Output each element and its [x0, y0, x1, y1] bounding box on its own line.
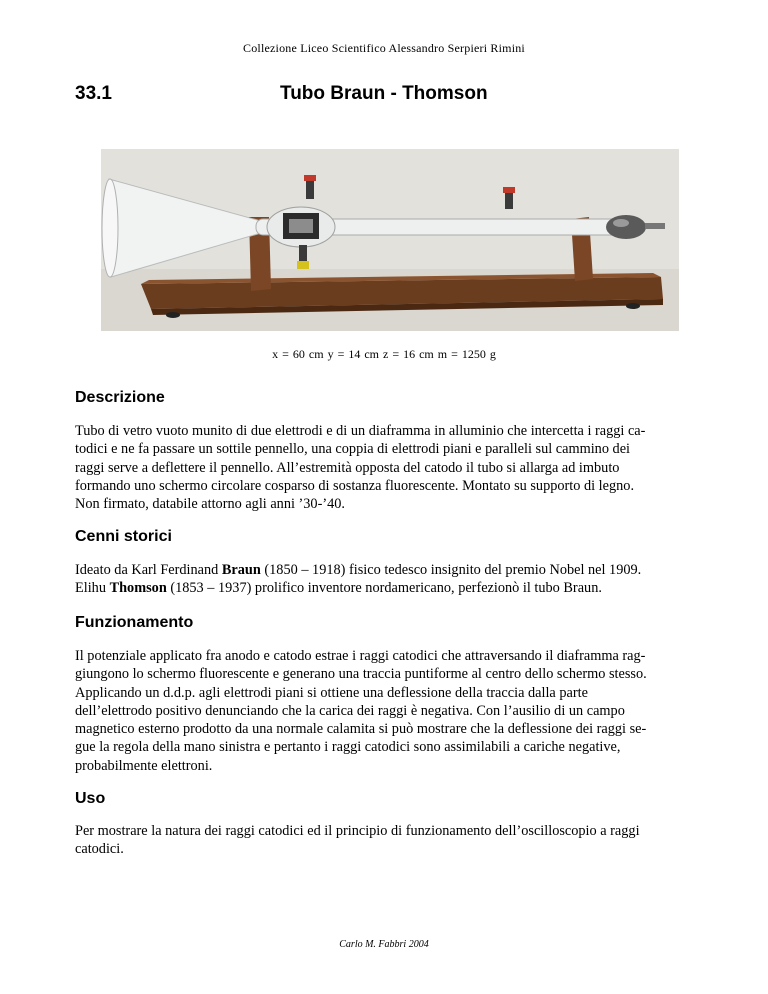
text-segment: Elihu — [75, 580, 110, 597]
text-line: raggi serve a deflettere il pennello. All’estremità opposta del catodo il tubo si allarga ad imbuto — [75, 459, 620, 476]
braun-tube-photo — [101, 149, 679, 331]
braun-name: Braun — [221, 562, 261, 578]
item-number: 33.1 — [75, 83, 112, 104]
funzionamento-paragraph — [75, 647, 695, 775]
cenni-storici-heading: Cenni storici — [75, 528, 172, 545]
funzionamento-heading: Funzionamento — [75, 614, 194, 631]
braun-tube-illustration — [101, 149, 679, 331]
cenni-storici-paragraph — [75, 561, 695, 598]
text-line: Non firmato, databile attorno agli anni ’30-’40. — [75, 496, 345, 513]
document-title: Tubo Braun - Thomson — [280, 83, 488, 104]
text-line: gue la regola della mano sinistra e pertanto i raggi catodici sono assimilabili a cariche negative, — [75, 739, 621, 756]
text-line: formando uno schermo circolare cosparso di sostanza fluorescente. Montato su supporto di legno. — [75, 477, 635, 494]
text-line: giungono lo schermo fluorescente e generano una traccia puntiforme al centro dello schermo stesso. — [75, 666, 647, 683]
text-line — [75, 579, 695, 597]
dimensions-caption: x = 60 cm y = 14 cm z = 16 cm m = 1250 g — [272, 347, 496, 361]
collection-header: Collezione Liceo Scientifico Alessandro Serpieri Rimini — [243, 41, 525, 55]
text-line: dell’elettrodo positivo denunciando che la carica dei raggi è negativa. Con l’ausilio di un campo — [75, 702, 625, 719]
text-line: magnetico esterno prodotto da una normale calamita si può mostrare che la deflessione dei raggi se- — [75, 721, 647, 738]
text-line: Per mostrare la natura dei raggi catodici ed il principio di funzionamento dell’oscilloscopio a raggi — [75, 823, 640, 839]
text-segment: (1850 – 1918) fisico tedesco insignito del premio Nobel nel 1909. — [260, 562, 642, 578]
text-line: probabilmente elettroni. — [75, 757, 213, 774]
text-line: Tubo di vetro vuoto munito di due elettrodi e di un diaframma in alluminio che intercetta i raggi ca- — [75, 423, 646, 439]
text-line: Il potenziale applicato fra anodo e catodo estrae i raggi catodici che attraversando il diaframma rag- — [75, 648, 646, 664]
uso-paragraph — [75, 822, 695, 859]
text-segment: (1853 – 1937) prolifico inventore nordamericano, perfezionò il tubo Braun. — [166, 580, 602, 597]
text-segment: Ideato da Karl Ferdinand — [75, 562, 222, 578]
thomson-name: Thomson — [109, 580, 167, 597]
uso-heading: Uso — [75, 790, 106, 807]
text-line — [75, 561, 695, 579]
descrizione-heading: Descrizione — [75, 389, 165, 406]
text-line: catodici. — [75, 841, 124, 858]
text-line: Applicando un d.d.p. agli elettrodi piani si ottiene una deflessione della traccia dalla parte — [75, 684, 588, 701]
descrizione-paragraph — [75, 422, 695, 513]
author-footer: Carlo M. Fabbri 2004 — [339, 939, 429, 950]
text-line: todici e ne fa passare un sottile pennello, una coppia di elettrodi piani e paralleli sul cammino dei — [75, 441, 631, 458]
